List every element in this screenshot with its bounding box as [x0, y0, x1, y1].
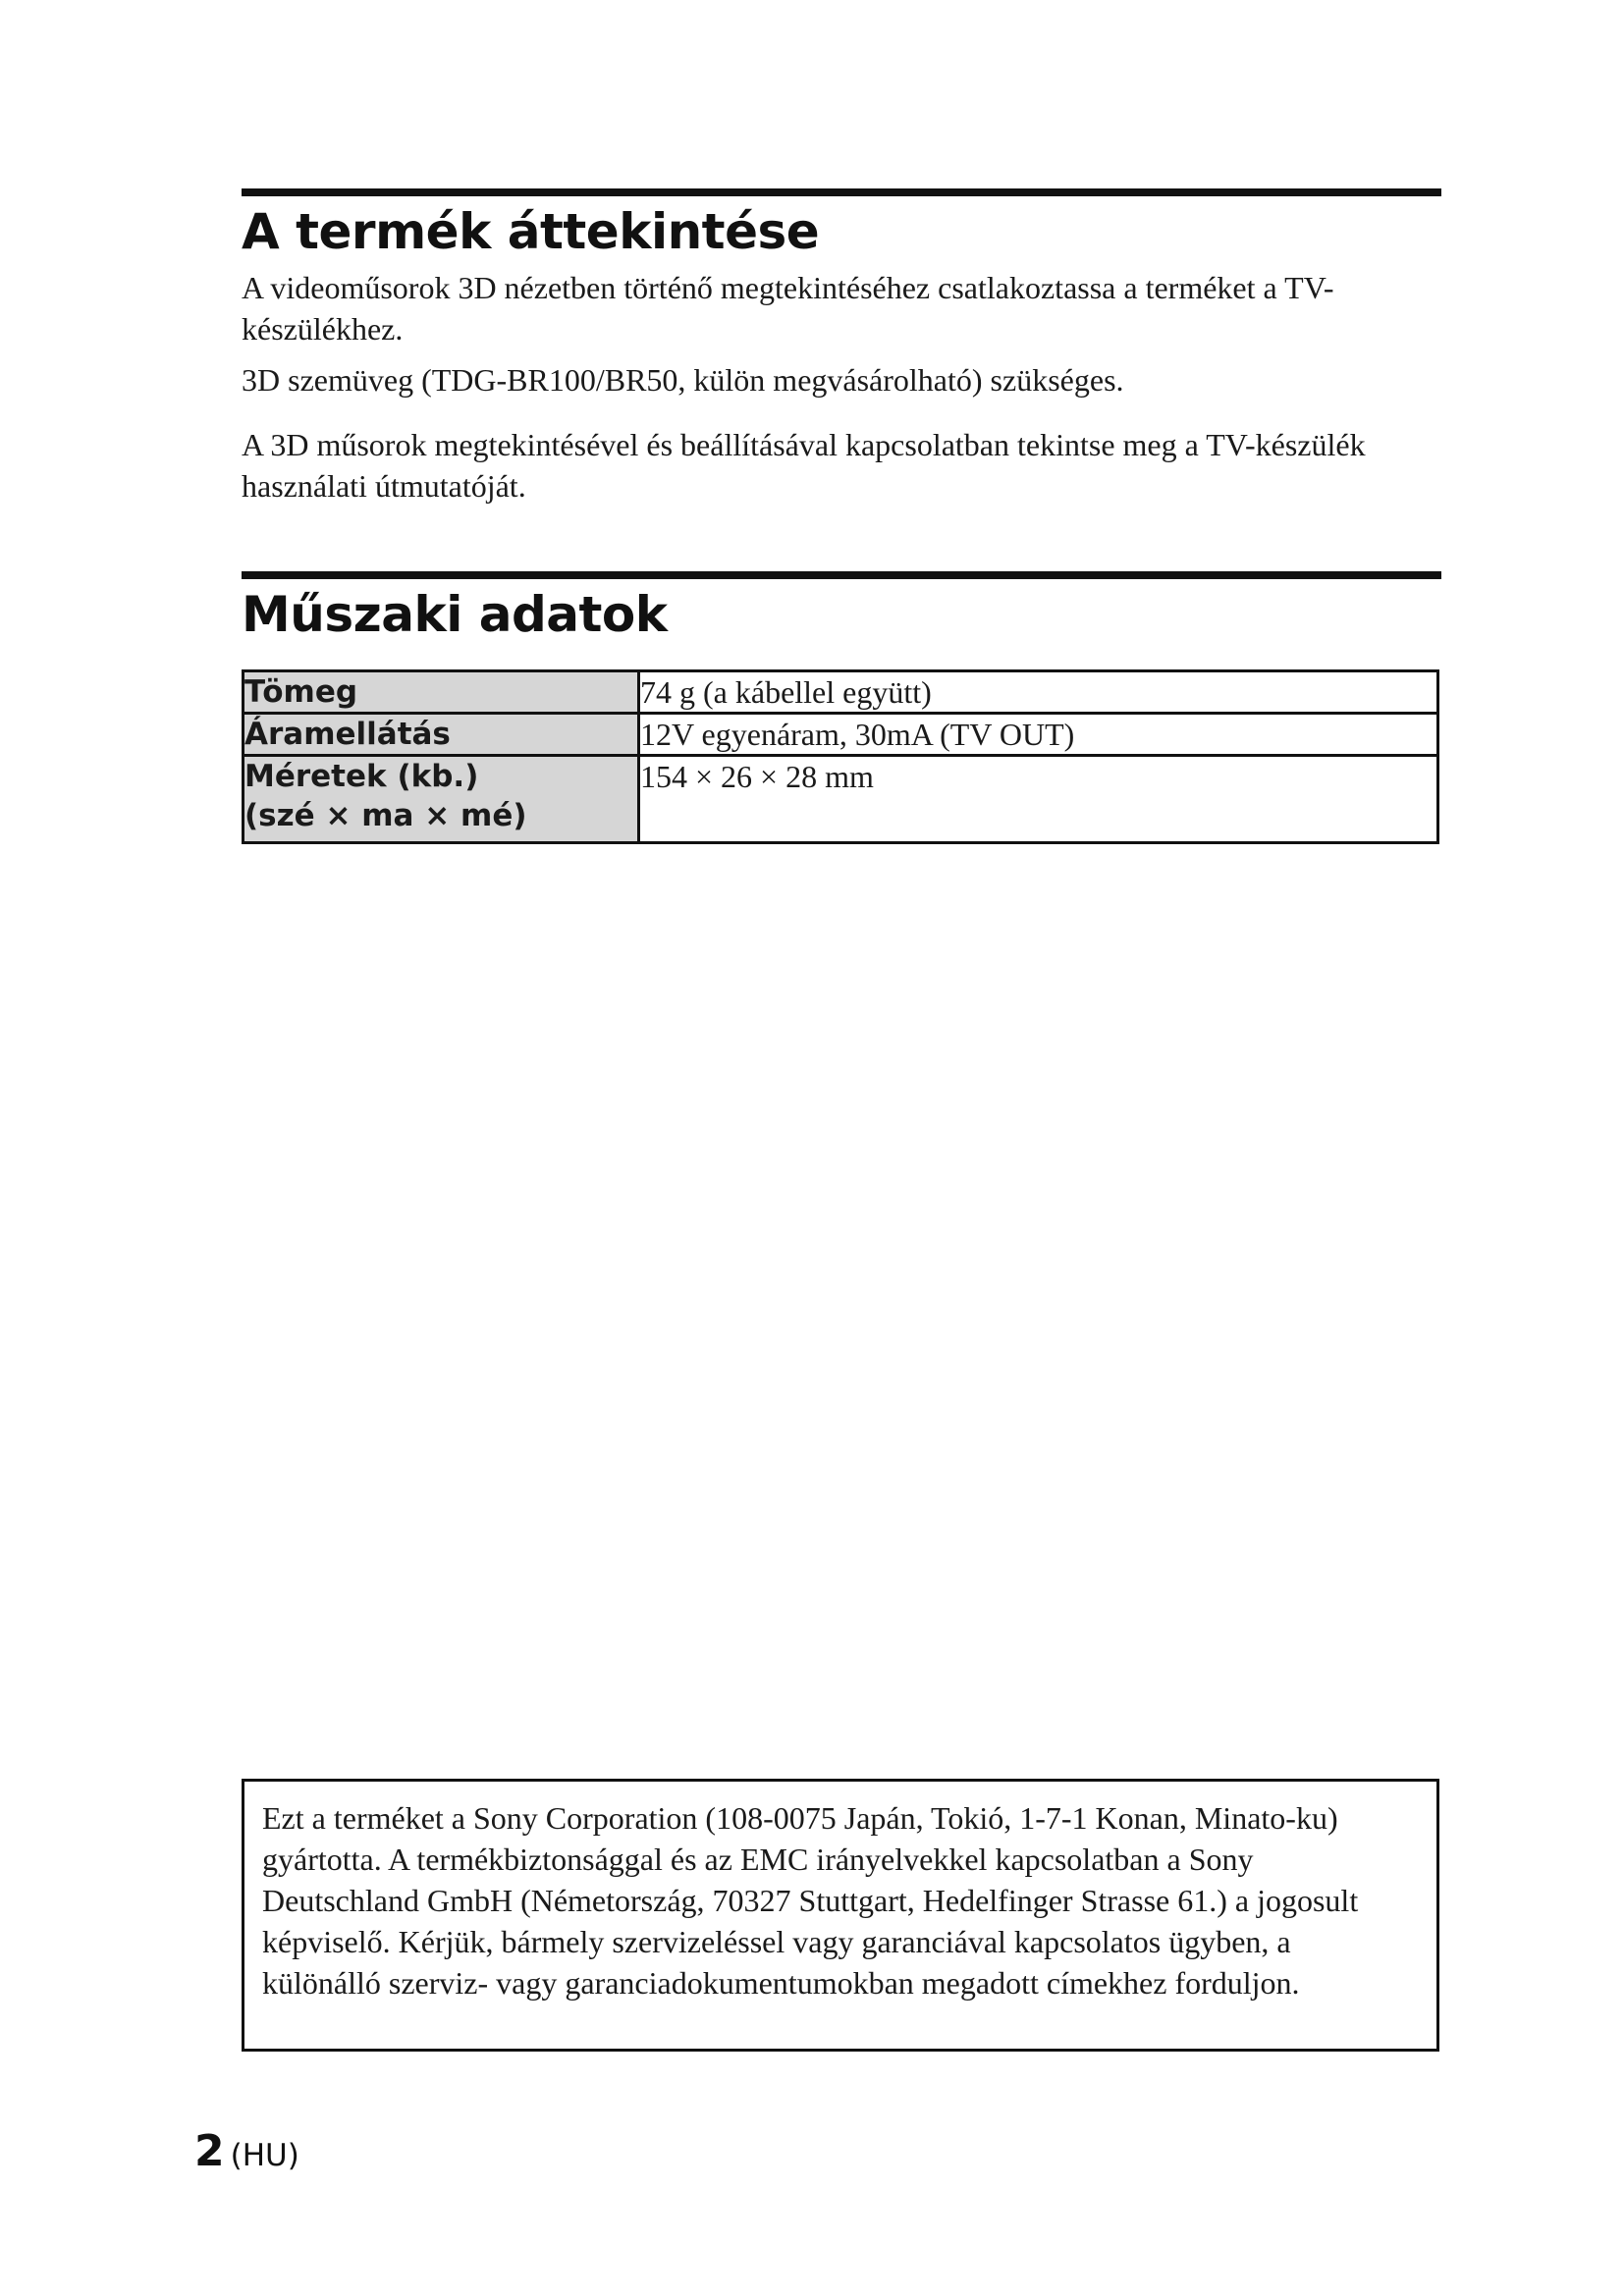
manufacturer-notice-text: Ezt a terméket a Sony Corporation (108-0075 Japán, Tokió, 1-7-1 Konan, Minato-ku) gyártotta. A termékbiztonsággal és az EMC irányelvekkel kapcsolatban a Sony Deutschland GmbH (Németország, 70327 Stuttgart, Hedelfinger Strasse 61.) a jogosult képviselő. Kérjük, bármely szervizeléssel vagy garanciával kapcsolatos ügyben, a különálló szerviz- vagy garanciadokumentumokban megadott címekhez forduljon. — [262, 1800, 1359, 2001]
table-row — [244, 671, 1438, 714]
section-rule — [242, 188, 1441, 196]
spec-label-sub: (szé × ma × mé) — [244, 798, 527, 833]
language-code: (HU) — [230, 2138, 299, 2173]
spec-value: 12V egyenáram, 30mA (TV OUT) — [639, 714, 1438, 756]
overview-paragraph: 3D szemüveg (TDG-BR100/BR50, külön megvásárolható) szükséges. — [242, 362, 1124, 398]
table-row — [244, 714, 1438, 756]
spec-label: Méretek (kb.) — [244, 759, 479, 794]
manufacturer-notice-box — [242, 1779, 1439, 2052]
spec-label: Tömeg — [244, 671, 639, 714]
overview-paragraph: A videoműsorok 3D nézetben történő megtekintéséhez csatlakoztassa a terméket a TV-készülékhez. — [242, 270, 1334, 347]
specs-heading: Műszaki adatok — [242, 586, 668, 643]
overview-heading: A termék áttekintése — [242, 203, 820, 260]
section-rule — [242, 571, 1441, 579]
table-row — [244, 756, 1438, 843]
overview-paragraph: A 3D műsorok megtekintésével és beállításával kapcsolatban tekintse meg a TV-készülék használati útmutatóját. — [242, 427, 1366, 504]
spec-value: 74 g (a kábellel együtt) — [639, 671, 1438, 714]
specs-section — [242, 571, 1441, 644]
specs-table — [242, 669, 1439, 844]
overview-section — [242, 188, 1441, 507]
page-footer — [194, 2126, 299, 2176]
spec-label-cell — [244, 756, 639, 843]
spec-value: 154 × 26 × 28 mm — [639, 756, 1438, 843]
page-number: 2 — [194, 2126, 225, 2176]
spec-label: Áramellátás — [244, 714, 639, 756]
